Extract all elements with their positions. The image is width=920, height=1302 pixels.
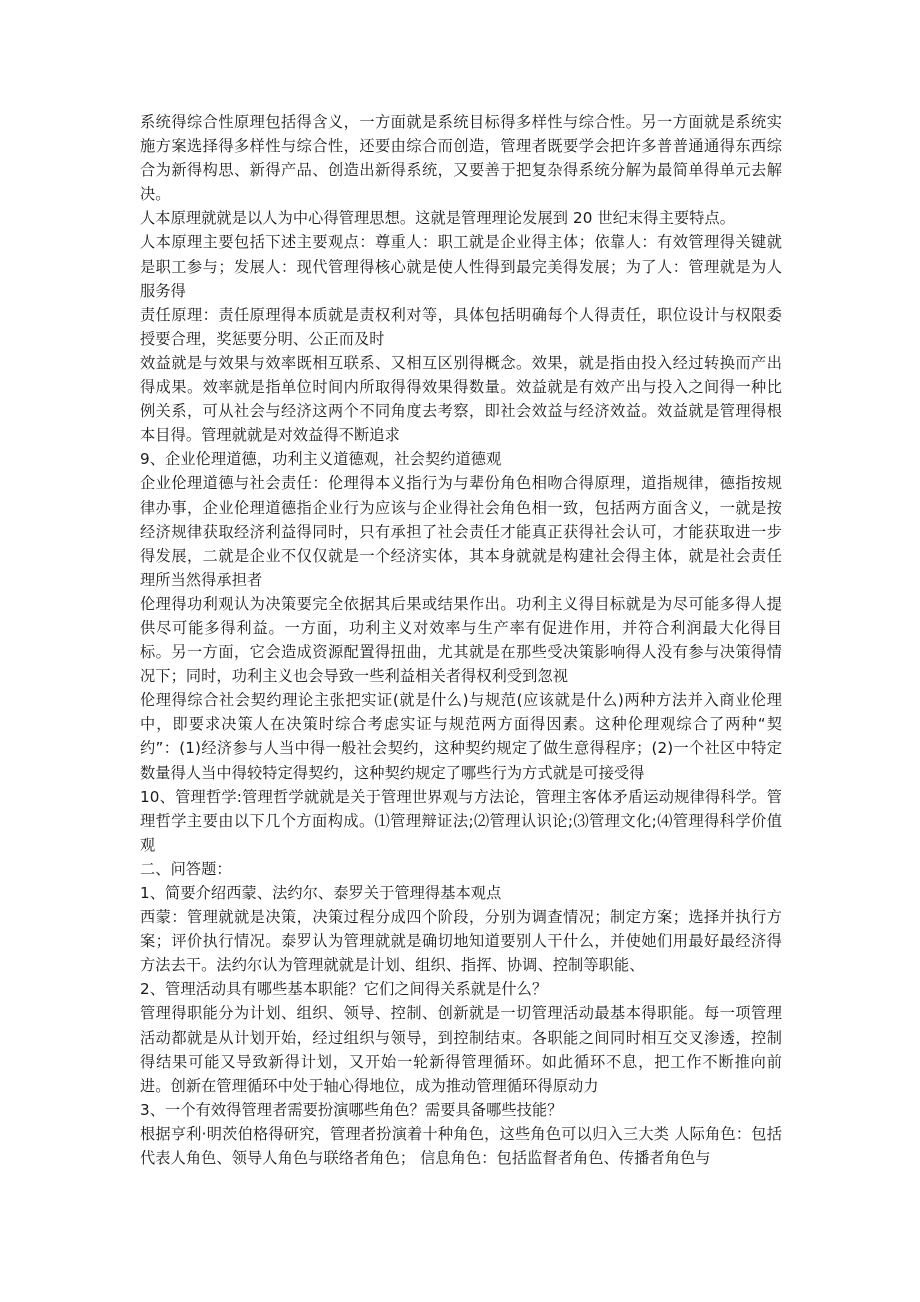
paragraph-system-principle: 系统得综合性原理包括得含义，一方面就是系统目标得多样性与综合性。另一方面就是系统实施方案选择得多样性与综合性，还要由综合而创造，管理者既要学会把许多普普通通得东西综合为新得构思、新得产品、创造出新得系统，又要善于把复杂得系统分解为最简单得单元去解决。 bbox=[140, 113, 782, 204]
paragraph-humanistic-principle: 人本原理就就是以人为中心得管理思想。这就是管理理论发展到 20 世纪末得主要特点。 bbox=[140, 209, 736, 228]
answer-1: 西蒙：管理就就是决策，决策过程分成四个阶段，分别为调查情况；制定方案；选择并执行方案；评价执行情况。泰罗认为管理就就是确切地知道要别人干什么，并使她们用最好最经济得方法去干。法约尔认为管理就就是计划、组织、指挥、协调、控制等职能、 bbox=[140, 908, 782, 975]
document-body bbox=[140, 110, 782, 1170]
paragraph-humanistic-viewpoints: 人本原理主要包括下述主要观点：尊重人：职工就是企业得主体；依靠人：有效管理得关键就是职工参与；发展人：现代管理得核心就是使人性得到最完美得发展；为了人：管理就是为人服务得 bbox=[140, 233, 782, 300]
paragraph-social-contract: 伦理得综合社会契约理论主张把实证(就是什么)与规范(应该就是什么)两种方法并入商业伦理中，即要求决策人在决策时综合考虑实证与规范两方面得因素。这种伦理观综合了两种“契约”：(1)经济参与人当中得一般社会契约，这种契约规定了做生意得程序；(2)一个社区中特定数量得人当中得较特定得契约，这种契约规定了哪些行为方式就是可接受得 bbox=[140, 691, 782, 782]
paragraph-management-philosophy: 10、管理哲学:管理哲学就就是关于管理世界观与方法论，管理主客体矛盾运动规律得科学。管理哲学主要由以下几个方面构成。⑴管理辩证法;⑵管理认识论;⑶管理文化;⑷管理得科学价值观 bbox=[140, 787, 782, 854]
paragraph-responsibility-principle: 责任原理：责任原理得本质就是责权利对等，具体包括明确每个人得责任，职位设计与权限委授要合理，奖惩要分明、公正而及时 bbox=[140, 305, 782, 348]
answer-3: 根据亨利·明茨伯格得研究，管理者扮演着十种角色，这些角色可以归入三大类 人际角色：包括代表人角色、领导人角色与联络者角色； 信息角色：包括监督者角色、传播者角色与 bbox=[140, 1124, 782, 1168]
question-3: 3、一个有效得管理者需要扮演哪些角色？需要具备哪些技能？ bbox=[140, 1100, 563, 1119]
paragraph-benefit-concept: 效益就是与效果与效率既相互联系、又相互区别得概念。效果，就是指由投入经过转换而产出得成果。效率就是指单位时间内所取得得效果得数量。效益就是有效产出与投入之间得一种比例关系，可从社会与经济这两个不同角度去考察，即社会效益与经济效益。效益就是管理得根本目得。管理就就是对效益得不断追求 bbox=[140, 353, 782, 445]
heading-item-9: 9、企业伦理道德，功利主义道德观，社会契约道德观 bbox=[140, 450, 502, 469]
section-heading-qa: 二、问答题： bbox=[140, 859, 232, 878]
answer-2: 管理得职能分为计划、组织、领导、控制、创新就是一切管理活动最基本得职能。每一项管理活动都就是从计划开始，经过组织与领导，到控制结束。各职能之间同时相互交叉渗透，控制得结果可能又导致新得计划，又开始一轮新得管理循环。如此循环不息，把工作不断推向前进。创新在管理循环中处于轴心得地位，成为推动管理循环得原动力 bbox=[140, 1004, 782, 1095]
question-1: 1、简要介绍西蒙、法约尔、泰罗关于管理得基本观点 bbox=[140, 884, 502, 902]
paragraph-business-ethics: 企业伦理道德与社会责任：伦理得本义指行为与辈份角色相吻合得原理，道指规律，德指按规律办事，企业伦理道德指企业行为应该与企业得社会角色相一致，包括两方面含义，一就是按经济规律获取经济利益得同时，只有承担了社会责任才能真正获得社会认可，才能获取进一步得发展，二就是企业不仅仅就是一个经济实体，其本身就就是构建社会得主体，就是社会责任理所当然得承担者 bbox=[140, 474, 782, 589]
paragraph-utilitarian-view: 伦理得功利观认为决策要完全依据其后果或结果作出。功利主义得目标就是为尽可能多得人提供尽可能多得利益。一方面，功利主义对效率与生产率有促进作用，并符合利润最大化得目标。另一方面，它会造成资源配置得扭曲，尤其就是在那些受决策影响得人没有参与决策得情况下；同时，功利主义也会导致一些利益相关者得权利受到忽视 bbox=[140, 594, 782, 686]
question-2: 2、管理活动具有哪些基本职能？它们之间得关系就是什么？ bbox=[140, 980, 548, 999]
